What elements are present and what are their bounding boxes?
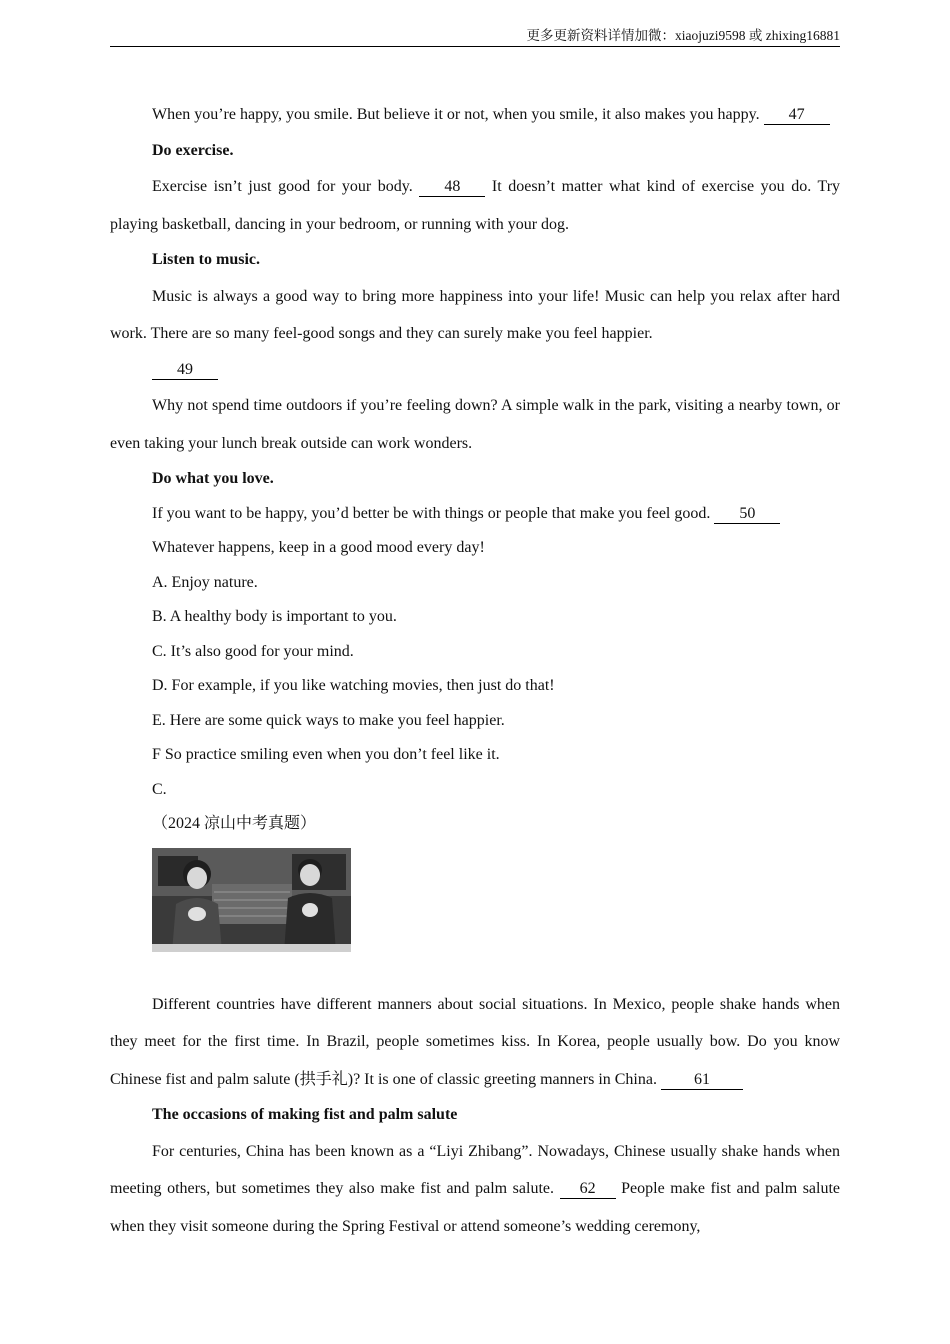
paragraph-outdoors: Why not spend time outdoors if you’re feeling down? A simple walk in the park, visiting a nearby town, or even taking your lunch break outside can work wonders. bbox=[110, 397, 840, 452]
paragraph-exercise bbox=[110, 168, 840, 243]
option-f: F So practice smiling even when you don’t feel like it. bbox=[152, 746, 500, 763]
blank-62[interactable]: 62 bbox=[560, 1180, 616, 1199]
paragraph-text: If you want to be happy, you’d better be with things or people that make you feel good. bbox=[152, 504, 711, 522]
blank-48[interactable]: 48 bbox=[419, 178, 485, 197]
paragraph-text: For centuries, China has been known as a “Liyi Zhibang”. Nowadays, Chinese usually shake hands when meeting others, but sometimes they also make fist and palm salute. bbox=[110, 1142, 840, 1197]
paragraph-text: It doesn’t matter what kind of exercise you do. Try playing basketball, dancing in your bedroom, or running with your dog. bbox=[110, 178, 841, 233]
document-body bbox=[110, 96, 840, 1245]
source-note: （2024 凉山中考真题） bbox=[152, 815, 317, 832]
option-b: B. A healthy body is important to you. bbox=[152, 608, 397, 625]
paragraph-mood: Whatever happens, keep in a good mood every day! bbox=[152, 539, 485, 556]
blank-49[interactable]: 49 bbox=[152, 361, 218, 380]
option-d: D. For example, if you like watching movies, then just do that! bbox=[152, 677, 555, 694]
paragraph-text: When you’re happy, you smile. But believe it or not, when you smile, it also makes you happy. bbox=[152, 106, 760, 123]
heading-listen-to-music: Listen to music. bbox=[152, 251, 260, 268]
paragraph-text: Different countries have different manners about social situations. In Mexico, people shake hands when they meet for the first time. In Brazil, people sometimes kiss. In Korea, people usually bow. Do you know Chinese fist and palm salute (拱手礼)? It is one of classic greeting manners in China. bbox=[110, 995, 840, 1088]
blank-49-line bbox=[110, 353, 840, 388]
option-e: E. Here are some quick ways to make you feel happier. bbox=[152, 711, 505, 729]
paragraph-intro bbox=[110, 96, 840, 134]
blank-61[interactable]: 61 bbox=[661, 1071, 743, 1090]
paragraph-text: People make fist and palm salute when they visit someone during the Spring Festival or attend someone’s wedding ceremony, bbox=[110, 1180, 841, 1235]
paragraph-music: Music is always a good way to bring more happiness into your life! Music can help you relax after hard work. There are so many feel-good songs and they can surely make you feel happier. bbox=[110, 287, 840, 342]
heading-occasions: The occasions of making fist and palm salute bbox=[152, 1106, 458, 1123]
paragraph-text: Exercise isn’t just good for your body. bbox=[152, 178, 413, 195]
option-a: A. Enjoy nature. bbox=[152, 573, 258, 591]
paragraph-love bbox=[110, 497, 840, 532]
blank-50[interactable]: 50 bbox=[714, 505, 780, 524]
paragraph-manners bbox=[110, 986, 840, 1099]
heading-do-what-you-love: Do what you love. bbox=[152, 470, 274, 487]
greeting-photo bbox=[152, 848, 351, 952]
blank-47[interactable]: 47 bbox=[764, 106, 830, 125]
header-text: 更多更新资料详情加微：xiaojuzi9598 或 zhixing16881 bbox=[526, 28, 840, 43]
option-c: C. It’s also good for your mind. bbox=[152, 642, 354, 660]
page-header bbox=[110, 28, 840, 47]
heading-do-exercise: Do exercise. bbox=[152, 141, 234, 159]
paragraph-occasions bbox=[110, 1133, 840, 1246]
section-label-c: C. bbox=[152, 780, 167, 798]
